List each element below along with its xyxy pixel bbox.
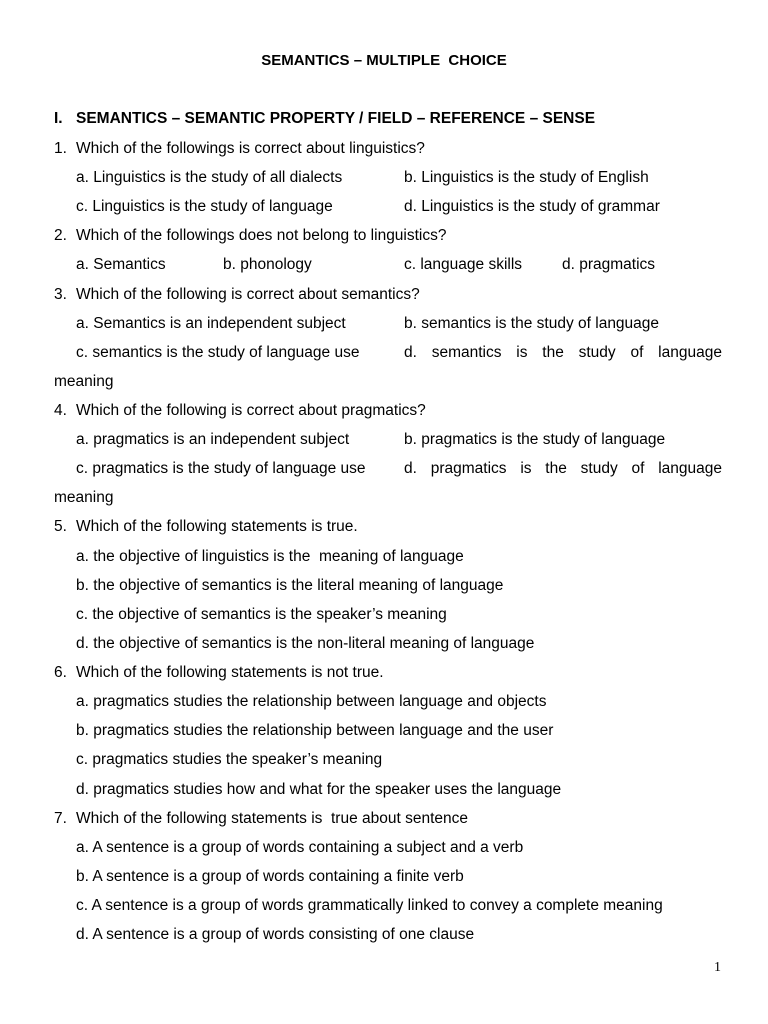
question-4 bbox=[54, 402, 426, 420]
q6-option-d: d. pragmatics studies how and what for the speaker uses the language bbox=[76, 781, 562, 798]
q2-option-c: c. language skills bbox=[404, 256, 523, 273]
question-number: 6. bbox=[54, 664, 67, 681]
q7-option-d: d. A sentence is a group of words consisting of one clause bbox=[76, 926, 475, 943]
question-number: 5. bbox=[54, 518, 67, 535]
page-number: 1 bbox=[714, 960, 721, 975]
word: study bbox=[580, 460, 618, 477]
section-number: I. bbox=[54, 110, 63, 127]
q7-option-a: a. A sentence is a group of words containing a subject and a verb bbox=[76, 839, 524, 856]
q5-option-b: b. the objective of semantics is the literal meaning of language bbox=[76, 577, 504, 594]
word: language bbox=[658, 460, 722, 477]
q3-option-a: a. Semantics is an independent subject bbox=[76, 315, 346, 332]
q4-option-d bbox=[404, 460, 722, 478]
q4-option-d-continued: meaning bbox=[54, 489, 114, 506]
q1-option-a: a. Linguistics is the study of all dialects bbox=[76, 169, 343, 186]
q2-option-b: b. phonology bbox=[223, 256, 312, 273]
word: the bbox=[542, 344, 564, 361]
question-2 bbox=[54, 227, 447, 245]
question-3 bbox=[54, 286, 420, 304]
section-heading-text: SEMANTICS – SEMANTIC PROPERTY / FIELD – REFERENCE – SENSE bbox=[76, 110, 596, 127]
q3-option-c: c. semantics is the study of language use bbox=[76, 344, 360, 361]
word: pragmatics bbox=[430, 460, 507, 477]
question-number: 7. bbox=[54, 810, 67, 827]
question-text: Which of the following statements is true about sentence bbox=[76, 810, 469, 827]
word: language bbox=[658, 344, 722, 361]
q6-option-a: a. pragmatics studies the relationship between language and objects bbox=[76, 693, 547, 710]
question-1 bbox=[54, 140, 425, 158]
question-7 bbox=[54, 810, 468, 828]
q1-option-d: d. Linguistics is the study of grammar bbox=[404, 198, 660, 215]
word: of bbox=[631, 460, 645, 477]
question-number: 4. bbox=[54, 402, 67, 419]
question-text: Which of the following statements is not true. bbox=[76, 664, 384, 681]
q1-option-b: b. Linguistics is the study of English bbox=[404, 169, 649, 186]
word: of bbox=[630, 344, 644, 361]
q5-option-d: d. the objective of semantics is the non-literal meaning of language bbox=[76, 635, 535, 652]
q7-option-c: c. A sentence is a group of words grammatically linked to convey a complete meaning bbox=[76, 897, 663, 914]
question-text: Which of the followings does not belong to linguistics? bbox=[76, 227, 447, 244]
q4-option-c: c. pragmatics is the study of language use bbox=[76, 460, 366, 477]
q4-option-b: b. pragmatics is the study of language bbox=[404, 431, 666, 448]
word: d. bbox=[404, 344, 417, 361]
q5-option-a: a. the objective of linguistics is the meaning of language bbox=[76, 548, 464, 565]
question-5 bbox=[54, 518, 358, 536]
q3-option-d-continued: meaning bbox=[54, 373, 114, 390]
question-text: Which of the following is correct about semantics? bbox=[76, 286, 420, 303]
q6-option-c: c. pragmatics studies the speaker’s meaning bbox=[76, 751, 383, 768]
question-text: Which of the following statements is true. bbox=[76, 518, 358, 535]
q2-option-d: d. pragmatics bbox=[562, 256, 656, 273]
document-title: SEMANTICS – MULTIPLE CHOICE bbox=[261, 52, 507, 69]
word: study bbox=[578, 344, 616, 361]
word: d. bbox=[404, 460, 417, 477]
q6-option-b: b. pragmatics studies the relationship between language and the user bbox=[76, 722, 554, 739]
word: semantics bbox=[431, 344, 502, 361]
word: is bbox=[516, 344, 528, 361]
question-6 bbox=[54, 664, 384, 682]
q3-option-b: b. semantics is the study of language bbox=[404, 315, 660, 332]
question-number: 2. bbox=[54, 227, 67, 244]
question-text: Which of the followings is correct about linguistics? bbox=[76, 140, 425, 157]
q3-option-d bbox=[404, 344, 722, 362]
question-number: 3. bbox=[54, 286, 67, 303]
q1-option-c: c. Linguistics is the study of language bbox=[76, 198, 333, 215]
q5-option-c: c. the objective of semantics is the speaker’s meaning bbox=[76, 606, 447, 623]
word: the bbox=[545, 460, 567, 477]
question-text: Which of the following is correct about pragmatics? bbox=[76, 402, 426, 419]
q7-option-b: b. A sentence is a group of words containing a finite verb bbox=[76, 868, 464, 885]
section-heading bbox=[54, 110, 595, 128]
word: is bbox=[520, 460, 532, 477]
q2-option-a: a. Semantics bbox=[76, 256, 166, 273]
question-number: 1. bbox=[54, 140, 67, 157]
q4-option-a: a. pragmatics is an independent subject bbox=[76, 431, 350, 448]
